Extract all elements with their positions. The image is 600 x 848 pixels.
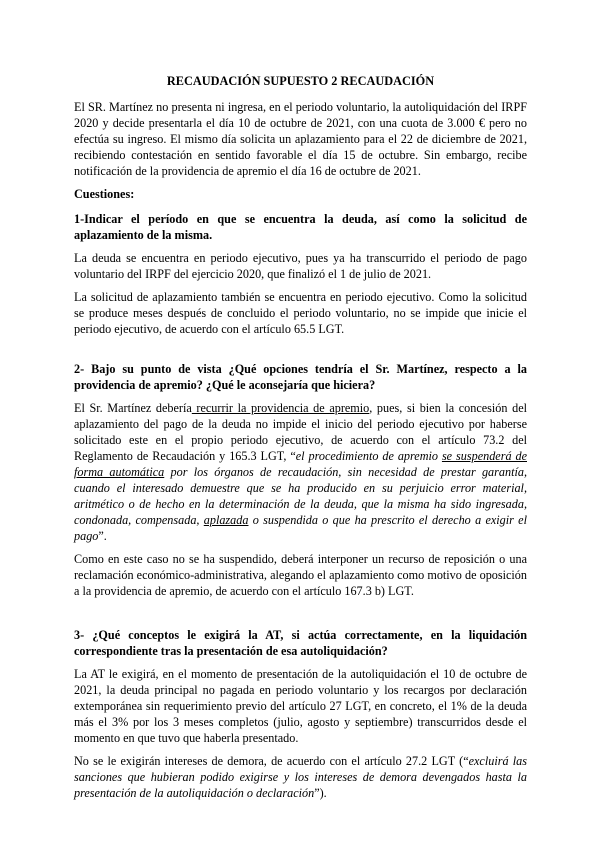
a2-quote-1: el procedimiento de apremio: [295, 449, 442, 463]
answer-1-paragraph-1: La deuda se encuentra en periodo ejecutivo, pues ya ha transcurrido el periodo de pago voluntario del IRPF del ejercicio 2020, que finalizó el 1 de julio de 2021.: [74, 251, 527, 281]
document-title: RECAUDACIÓN SUPUESTO 2 RECAUDACIÓN: [166, 74, 435, 88]
answer-1-paragraph-2: La solicitud de aplazamiento también se encuentra en periodo ejecutivo. Como la solicitud se produce meses después de concluido el periodo voluntario, no se impide que inicie el periodo ejecutivo, de acuerdo con el artículo 65.5 LGT.: [74, 290, 527, 336]
answer-2-paragraph-2: Como en este caso no se ha suspendido, deberá interponer un recurso de reposición o una reclamación económico-administrativa, alegando el aplazamiento como motivo de oposición a la providencia de apremio, de acuerdo con el artículo 167.3 b) LGT.: [74, 552, 527, 598]
intro-paragraph: El SR. Martínez no presenta ni ingresa, en el periodo voluntario, la autoliquidación del IRPF 2020 y decide presentarla el día 10 de octubre de 2021, con una cuota de 3.000 € pero no efectúa su ingreso. El mismo día solicita un aplazamiento para el 22 de diciembre de 2021, recibiendo contestación en sentido favorable el día 15 de octubre. Sin embargo, recibe notificación de la providencia de apremio el día 16 de octubre de 2021.: [74, 100, 527, 178]
a2-text-end: ”.: [98, 529, 107, 543]
a2-quote-3: o suspendida o que ha prescrito el derecho a exigir el pago: [74, 513, 527, 543]
question-2: 2- Bajo su punto de vista ¿Qué opciones tendría el Sr. Martínez, respecto a la providencia de apremio? ¿Qué le aconsejaría que hiciera?: [74, 362, 527, 392]
cuestiones-heading: Cuestiones:: [74, 187, 135, 201]
a2-quote-underline-1: se suspenderá de forma automática: [74, 449, 527, 479]
a2-quote-underline-2: aplazada: [203, 513, 249, 527]
document-page: [74, 74, 527, 808]
question-1: 1-Indicar el período en que se encuentra la deuda, así como la solicitud de aplazamiento de la misma.: [74, 212, 527, 242]
a3-text-pre: No se le exigirán intereses de demora, de acuerdo con el artículo 27.2 LGT (“: [74, 754, 469, 768]
a3-text-end: ”).: [314, 786, 327, 800]
answer-2-paragraph-1: [74, 400, 527, 544]
answer-3-paragraph-2: [74, 753, 527, 801]
answer-3-paragraph-1: La AT le exigirá, en el momento de presentación de la autoliquidación el 10 de octubre de 2021, la deuda principal no pagada en periodo voluntario y los recargos por declaración extemporánea sin requerimiento previo del artículo 27 LGT, en concreto, el 1% de la deuda más el 3% por los 3 meses completos (julio, agosto y septiembre) transcurridos desde el momento en que tuvo que haberla presentado.: [74, 667, 527, 745]
a2-underline-recurrir: recurrir la providencia de apremio: [191, 401, 370, 415]
a2-text-pre: El Sr. Martínez debería: [74, 401, 192, 415]
question-3: 3- ¿Qué conceptos le exigirá la AT, si actúa correctamente, en la liquidación correspondiente tras la presentación de esa autoliquidación?: [74, 628, 527, 658]
a2-text-mid: , pues, si bien la concesión del aplazamiento del pago de la deuda no impide el inicio del periodo ejecutivo por haberse solicitado este en el propio periodo ejecutivo, de acuerdo con el artículo 73.2 del Reglamento de Recaudación y 165.3 LGT, “: [74, 401, 528, 463]
a3-quote: excluirá las sanciones que hubieran podido exigirse y los intereses de demora devengados hasta la presentación de la autoliquidación o declaración: [74, 754, 527, 800]
a2-quote-2: por los órganos de recaudación, sin necesidad de prestar garantía, cuando el interesado demuestre que se ha producido en su perjuicio error material, aritmético o de hecho en la determinación de la deuda, que la misma ha sido ingresada, condonada, compensada,: [74, 465, 527, 527]
